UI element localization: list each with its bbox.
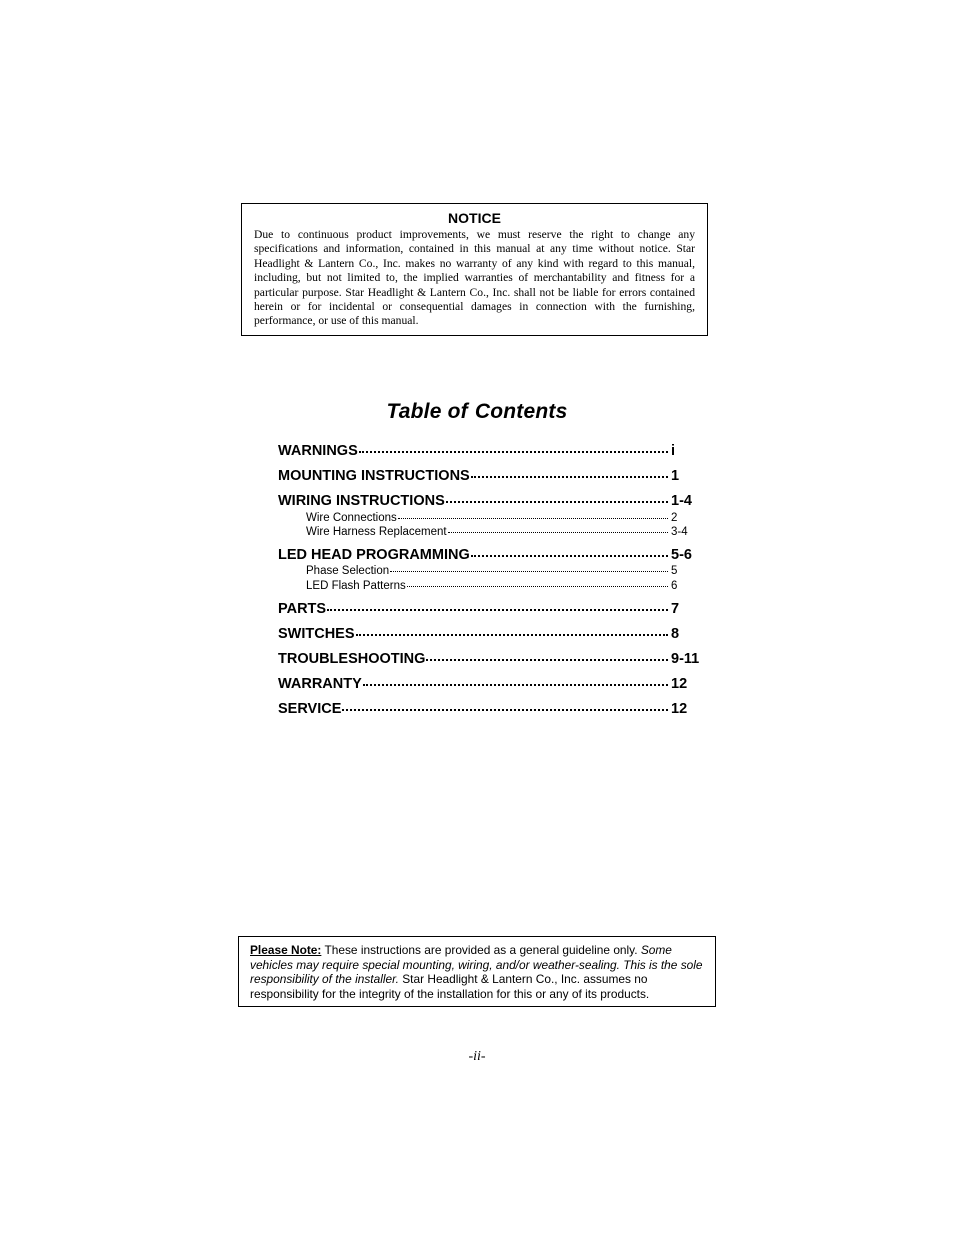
toc-title-part2: Contents <box>474 400 568 423</box>
leader-dots <box>426 659 668 661</box>
toc-entry-led-programming <box>278 545 702 565</box>
toc-entry-switches <box>278 624 702 644</box>
toc-entry-page: 2 <box>671 512 678 524</box>
toc-entry-page: 3-4 <box>671 526 688 538</box>
page-number: -ii- <box>468 1049 486 1064</box>
toc-title <box>0 398 954 426</box>
toc-entry-warranty <box>278 674 702 694</box>
toc-entry-page: i <box>671 443 676 459</box>
toc-entry-page: 1 <box>671 468 680 484</box>
please-note-text: These instructions are provided as a general guideline only. <box>321 943 641 957</box>
toc-entry-label: Wire Harness Replacement <box>306 526 447 538</box>
toc-entry-label: WARNINGS <box>278 443 358 459</box>
notice-body: Due to continuous product improvements, we must reserve the right to change any specifications and information, contained in this manual at any time without notice. Star Headlight & Lantern Co., Inc. makes no warranty of any kind with regard to this manual, including, but not limited to, the implied warranties of merchantability and fitness for a particular purpose. Star Headlight & Lantern Co., Inc. shall not be liable for errors contained herein or for incidental or consequential damages in connection with the furnishing, performance, or use of this manual. <box>254 228 695 328</box>
toc-entry-page: 8 <box>671 626 680 642</box>
toc-entry-page: 12 <box>671 701 688 717</box>
toc-subentry-phase-selection <box>306 564 702 578</box>
toc-entry-label: MOUNTING INSTRUCTIONS <box>278 468 470 484</box>
toc-entry-troubleshooting <box>278 649 702 669</box>
leader-dots <box>390 571 668 572</box>
toc-entry-label: PARTS <box>278 601 327 617</box>
leader-dots <box>342 709 668 711</box>
toc-entry-label: WIRING INSTRUCTIONS <box>278 493 445 509</box>
toc-subentry-led-flash <box>306 579 702 593</box>
toc-entry-service <box>278 699 702 719</box>
toc-entry-parts <box>278 599 702 619</box>
leader-dots <box>398 518 668 519</box>
toc-entry-page: 1-4 <box>671 493 692 509</box>
toc-entry-label: WARRANTY <box>278 676 362 692</box>
toc-entry-wiring <box>278 491 702 511</box>
please-note-box <box>238 936 716 1007</box>
toc-entry-label: TROUBLESHOOTING <box>278 651 426 667</box>
toc-entry-label: LED HEAD PROGRAMMING <box>278 547 470 563</box>
leader-dots <box>471 555 668 557</box>
toc-entry-page: 5 <box>671 565 678 577</box>
leader-dots <box>448 532 668 533</box>
leader-dots <box>471 476 668 478</box>
please-note-text-end: Star Headlight & Lantern Co., Inc. assumes no responsibility for the integrity of the installation for this or any of its products. <box>250 972 650 1001</box>
toc-entry-mounting <box>278 466 702 486</box>
leader-dots <box>363 684 668 686</box>
toc-subentry-wire-harness <box>306 525 702 539</box>
toc-title-part1: Table of <box>386 400 468 423</box>
please-note-italic: Some vehicles may require special mounting, wiring, and/or weather-sealing. This is the sole responsibility of the installer. <box>250 943 703 987</box>
toc-entry-page: 7 <box>671 601 680 617</box>
toc-entry-label: SERVICE <box>278 701 342 717</box>
toc-entry-label: SWITCHES <box>278 626 355 642</box>
leader-dots <box>407 586 668 587</box>
toc-entry-page: 6 <box>671 580 678 592</box>
toc-entry-page: 12 <box>671 676 688 692</box>
leader-dots <box>327 609 668 611</box>
notice-title: NOTICE <box>448 210 501 226</box>
toc-entry-label: Wire Connections <box>306 512 397 524</box>
toc-entry-page: 9-11 <box>671 651 700 667</box>
toc-entry-label: Phase Selection <box>306 565 390 577</box>
toc-entry-warnings <box>278 441 702 461</box>
leader-dots <box>356 634 668 636</box>
leader-dots <box>446 501 668 503</box>
toc-subentry-wire-connections <box>306 511 702 525</box>
notice-box <box>241 203 708 336</box>
please-note-label: Please Note: <box>250 943 322 957</box>
toc-entry-page: 5-6 <box>671 547 692 563</box>
leader-dots <box>359 451 668 453</box>
toc-entry-label: LED Flash Patterns <box>306 580 406 592</box>
